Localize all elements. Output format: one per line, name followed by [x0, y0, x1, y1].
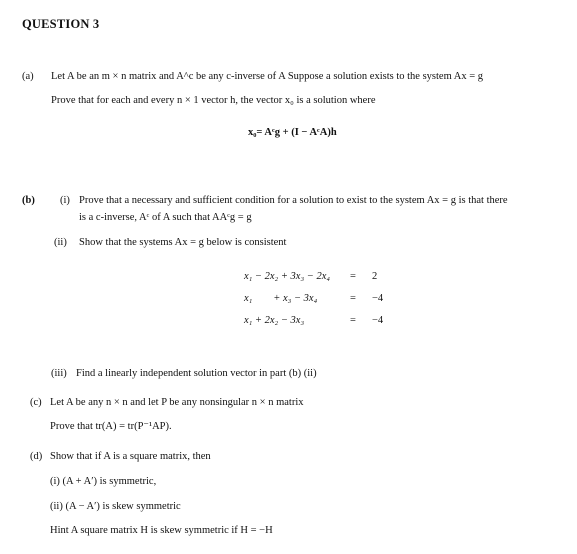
part-c-line2: Prove that tr(A) = tr(P⁻¹AP).: [50, 421, 172, 432]
part-b-label: (b): [22, 195, 35, 206]
part-a-line2: Prove that for each and every n × 1 vector h, the vector x₀ is a solution where: [51, 95, 376, 106]
equation-rhs: 2: [372, 270, 378, 282]
question-title: QUESTION 3: [22, 17, 100, 31]
part-b-iii-text: Find a linearly independent solution vector in part (b) (ii): [76, 368, 317, 379]
part-d-item-i: (i) (A + A′) is symmetric,: [50, 476, 157, 487]
part-c-line1: Let A be any n × n and let P be any nonsingular n × n matrix: [50, 397, 304, 408]
part-b-iii-label: (iii): [51, 368, 67, 379]
part-b-i-line1: Prove that a necessary and sufficient condition for a solution to exist to the system Ax = g is that there: [79, 195, 508, 206]
equation-row: [244, 309, 402, 331]
equation-row: [244, 265, 402, 287]
equation-lhs: x₁ − 2x₂ + 3x₃ − 2x₄: [244, 270, 330, 282]
part-d-item-ii: (ii) (A − A′) is skew symmetric: [50, 501, 181, 512]
equation-lhs: x₁ + 2x₂ − 3x₃: [244, 314, 305, 326]
part-d-hint: Hint A square matrix H is skew symmetric if H = −H: [50, 525, 273, 536]
part-b-ii-label: (ii): [54, 237, 67, 248]
part-d-label: (d): [30, 451, 43, 462]
equation-equals: =: [350, 314, 356, 326]
part-c-label: (c): [30, 397, 42, 408]
equation-row: [244, 287, 402, 309]
part-b-i-line2: is a c-inverse, Aᶜ of A such that AAᶜg = g: [79, 212, 252, 223]
part-b-ii-text: Show that the systems Ax = g below is consistent: [79, 237, 287, 248]
equation-lhs: x₁ + x₃ − 3x₄: [244, 292, 318, 304]
part-a-line1: Let A be an m × n matrix and A^c be any c-inverse of A Suppose a solution exists to the system Ax = g: [51, 71, 484, 82]
part-b-i-label: (i): [60, 195, 70, 206]
equation-rhs: −4: [372, 292, 384, 304]
equation-rhs: −4: [372, 314, 384, 326]
equation-equals: =: [350, 270, 356, 282]
part-a-formula: x₀= Aᶜg + (I − AᶜA)h: [248, 127, 337, 138]
equation-equals: =: [350, 292, 356, 304]
part-d-line1: Show that if A is a square matrix, then: [50, 451, 211, 462]
part-a-label: (a): [22, 71, 34, 82]
equation-system: [244, 265, 402, 331]
